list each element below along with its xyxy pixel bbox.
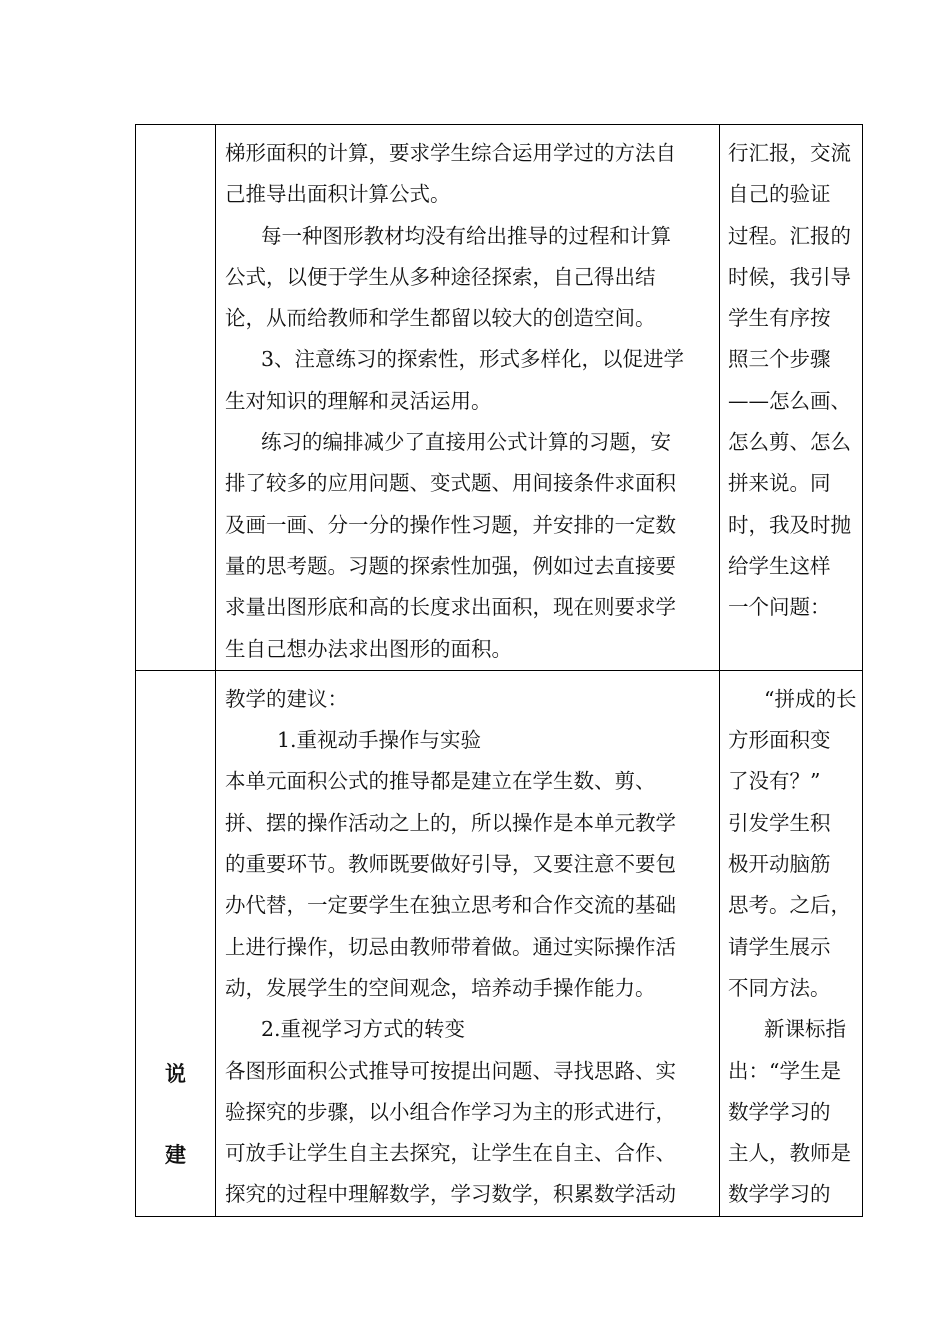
notes-cell [720, 670, 863, 1216]
content-cell [216, 670, 720, 1216]
table-row [136, 670, 863, 1216]
note-line: 怎么剪、怎么 [728, 430, 851, 455]
section-label-cell [136, 125, 216, 671]
note-line: 主人，教师是 [728, 1141, 851, 1166]
text-line: 拼、摆的操作活动之上的，所以操作是本单元教学 [225, 810, 676, 835]
note-line: 引发学生积 [728, 810, 831, 835]
text-line: 探究的过程中理解数学，学习数学，积累数学活动 [225, 1182, 676, 1207]
content-text [216, 125, 719, 670]
note-line: 时，我及时抛 [728, 512, 851, 537]
text-line: 各图形面积公式推导可按提出问题、寻找思路、实 [225, 1058, 676, 1083]
note-line: “拼成的长 [764, 686, 857, 711]
notes-text [720, 125, 862, 629]
text-line: 2.重视学习方式的转变 [261, 1017, 466, 1042]
note-line: 数学学习的 [728, 1182, 831, 1207]
text-line: 本单元面积公式的推导都是建立在学生数、剪、 [225, 769, 656, 794]
text-line: 公式，以便于学生从多种途径探索，自己得出结 [225, 264, 656, 289]
text-line: 论，从而给教师和学生都留以较大的创造空间。 [225, 306, 656, 331]
lesson-table [135, 124, 863, 1217]
text-line: 排了较多的应用问题、变式题、用间接条件求面积 [225, 471, 676, 496]
note-line: 时候，我引导 [728, 264, 851, 289]
note-line: 请学生展示 [728, 934, 831, 959]
note-line: 新课标指 [764, 1017, 846, 1042]
text-line: 每一种图形教材均没有给出推导的过程和计算 [261, 223, 671, 248]
text-line: 动，发展学生的空间观念，培养动手操作能力。 [225, 975, 656, 1000]
note-line: 过程。汇报的 [728, 223, 851, 248]
text-line: 可放手让学生自主去探究，让学生在自主、合作、 [225, 1141, 676, 1166]
text-line: 上进行操作，切忌由教师带着做。通过实际操作活 [225, 934, 676, 959]
content-text [216, 671, 719, 1216]
note-line: 自己的验证 [728, 182, 831, 207]
table-row [136, 125, 863, 671]
note-line: ——怎么画、 [728, 388, 851, 413]
text-line: 教学的建议： [225, 686, 348, 711]
text-line: 求量出图形底和高的长度求出面积，现在则要求学 [225, 595, 676, 620]
note-line: 思考。之后， [728, 893, 851, 918]
text-line: 生对知识的理解和灵活运用。 [225, 388, 492, 413]
content-cell [216, 125, 720, 671]
text-line: 验探究的步骤，以小组合作学习为主的形式进行， [225, 1099, 676, 1124]
text-line: 生自己想办法求出图形的面积。 [225, 636, 512, 661]
text-line: 1.重视动手操作与实验 [277, 728, 482, 753]
text-line: 办代替，一定要学生在独立思考和合作交流的基础 [225, 893, 676, 918]
note-line: 行汇报，交流 [728, 141, 851, 165]
note-line: 给学生这样 [728, 553, 831, 578]
text-line: 的重要环节。教师既要做好引导，又要注意不要包 [225, 852, 676, 877]
note-line: 照三个步骤 [728, 347, 831, 372]
text-line: 及画一画、分一分的操作性习题，并安排的一定数 [225, 512, 676, 537]
note-line: 拼来说。同 [728, 471, 831, 496]
notes-cell [720, 125, 863, 671]
text-line: 练习的编排减少了直接用公式计算的习题，安 [261, 430, 671, 455]
note-line: 了没有？” [728, 769, 821, 794]
notes-text [720, 671, 862, 1216]
section-label-char: 建 [165, 1142, 186, 1167]
note-line: 极开动脑筋 [728, 852, 831, 877]
note-line: 学生有序按 [728, 306, 831, 331]
text-line: 3、注意练习的探索性，形式多样化，以促进学 [261, 347, 685, 372]
note-line: 方形面积变 [728, 728, 831, 753]
note-line: 不同方法。 [728, 975, 831, 1000]
text-line: 量的思考题。习题的探索性加强，例如过去直接要 [225, 553, 676, 578]
section-label-cell [136, 670, 216, 1216]
text-line: 己推导出面积计算公式。 [225, 182, 451, 207]
note-line: 数学学习的 [728, 1099, 831, 1124]
note-line: 出：“学生是 [728, 1058, 841, 1083]
text-line: 梯形面积的计算，要求学生综合运用学过的方法自 [225, 141, 676, 165]
note-line: 一个问题： [728, 595, 831, 620]
section-label-char: 说 [165, 1061, 186, 1086]
